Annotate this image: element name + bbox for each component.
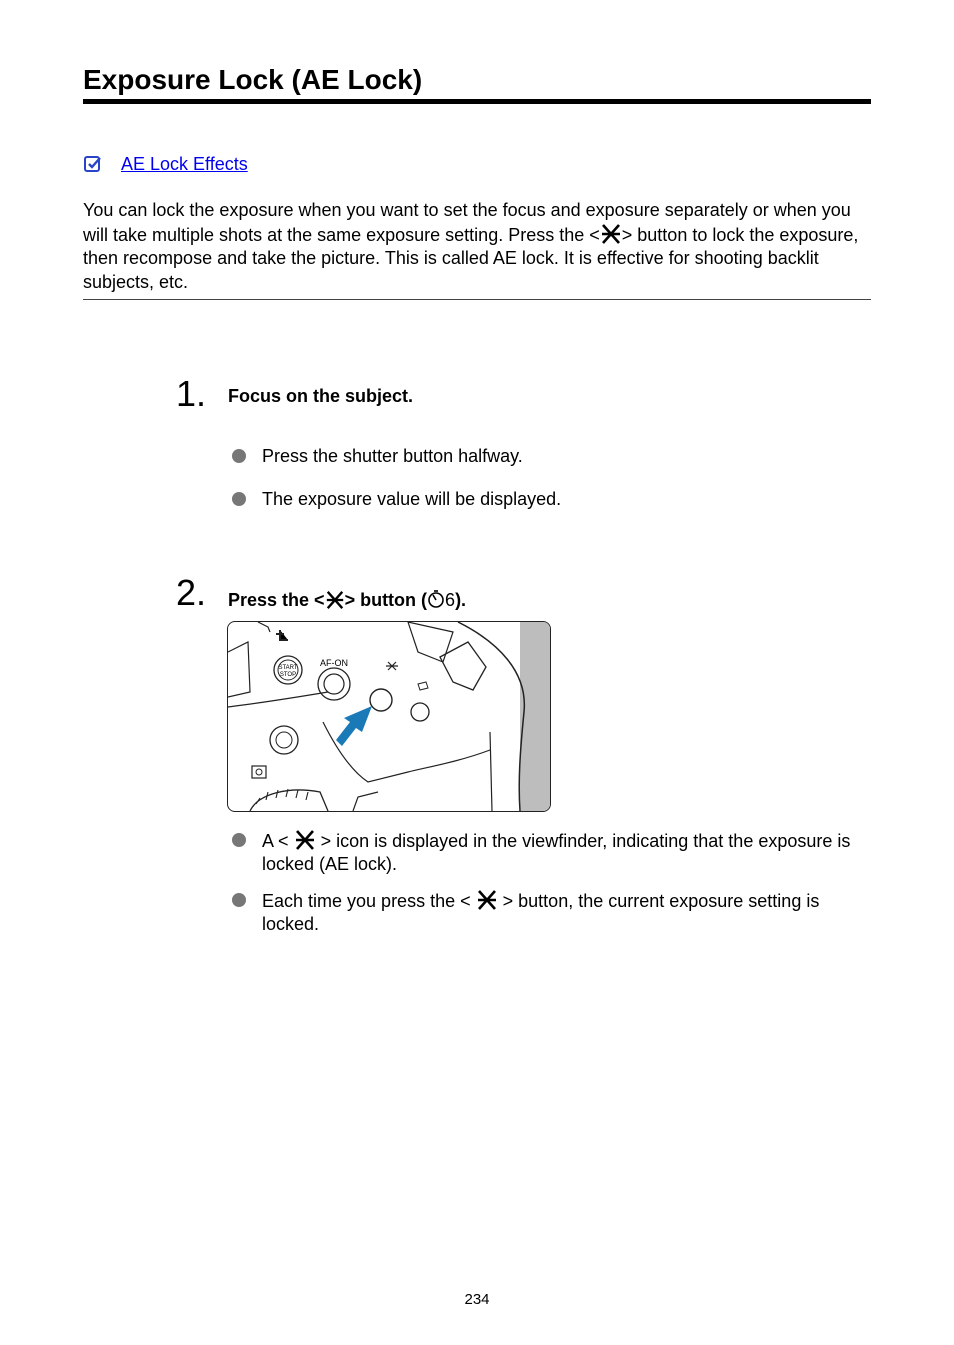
checkbox-arrow-icon	[83, 154, 103, 174]
stop-label: STOP	[279, 672, 297, 678]
bullet-text: The exposure value will be displayed.	[262, 489, 562, 509]
intro-paragraph: You can lock the exposure when you want to set the focus and exposure separately or when you will take multiple shots at the same exposure setting. Press the < > button to lock the exposure, then recompose and take the picture. This is called AE lock. It is effective for shooting backlit subjects, etc.	[83, 200, 859, 292]
press-arrow	[336, 706, 372, 746]
bullet-text: Each time you press the < > button, the current exposure setting is locked.	[262, 891, 820, 934]
step-title: Press the < > button ( 6).	[228, 590, 467, 610]
step-number: 1.	[176, 373, 207, 414]
bullet-dot	[232, 893, 246, 907]
step-number: 2.	[176, 572, 207, 613]
bullet-text: Press the shutter button halfway.	[262, 446, 523, 466]
page-number: 234	[464, 1291, 490, 1308]
bullet-dot	[232, 833, 246, 847]
bullet-dot	[232, 492, 246, 506]
intro-divider	[83, 299, 871, 300]
bullet-text: A < > icon is displayed in the viewfinder, indicating that the exposure is locked (AE lock).	[262, 831, 851, 874]
ae-lock-icon	[476, 889, 498, 911]
camera-back-drawing	[228, 622, 550, 811]
toc-link-row[interactable]	[83, 152, 248, 176]
af-on-label: AF-ON	[320, 658, 348, 668]
page-title: Exposure Lock (AE Lock)	[83, 64, 423, 95]
title-underline	[83, 99, 871, 104]
ae-lock-effects-link[interactable]: AE Lock Effects	[121, 154, 248, 174]
ae-lock-icon	[325, 590, 345, 610]
start-label: START	[278, 665, 298, 671]
step-title: Focus on the subject.	[228, 386, 414, 406]
ae-lock-icon	[294, 829, 316, 851]
ae-lock-icon	[600, 223, 622, 245]
timer-icon	[427, 589, 445, 609]
bullet-dot	[232, 449, 246, 463]
camera-illustration	[227, 621, 551, 812]
